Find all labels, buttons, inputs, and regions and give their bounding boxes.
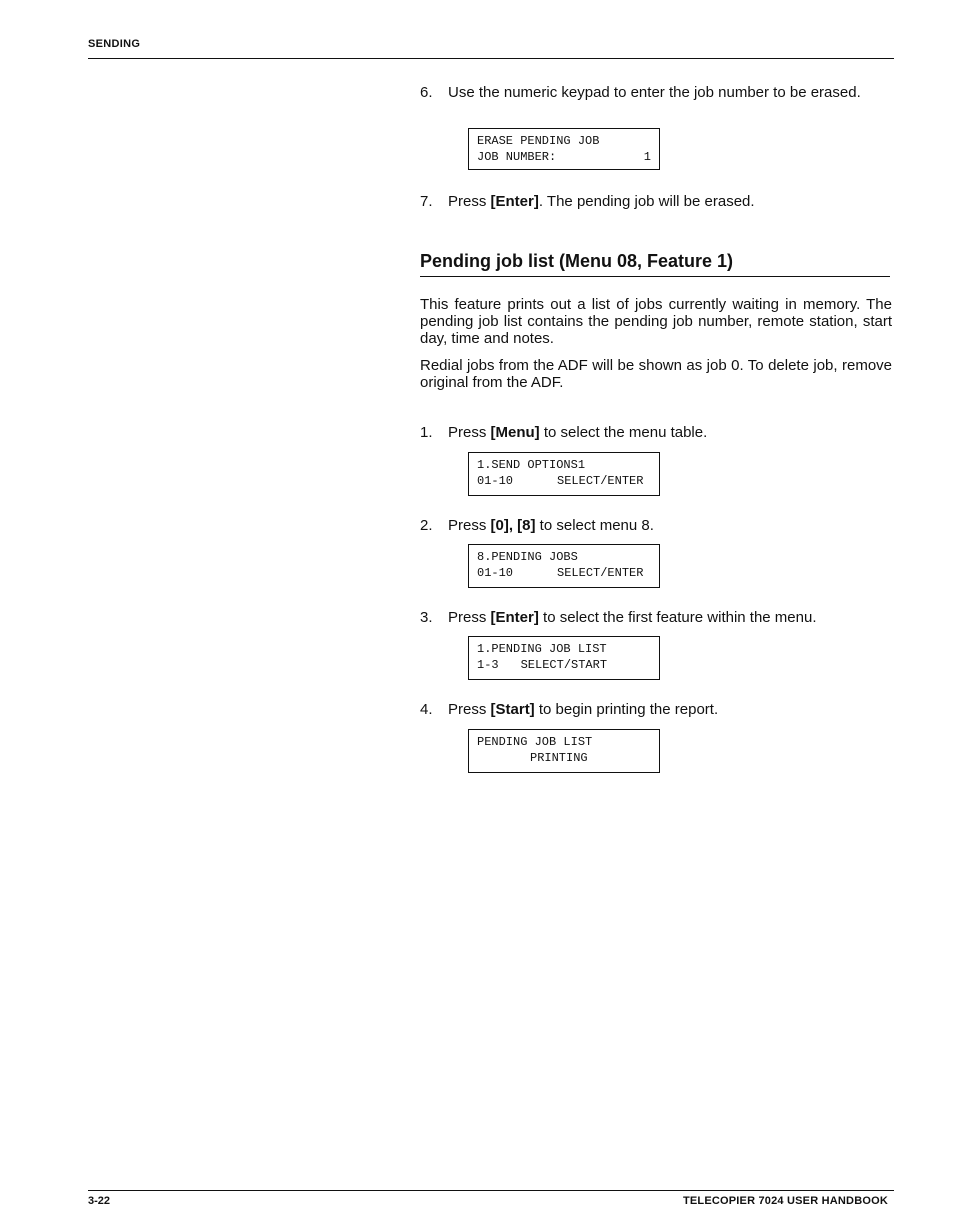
lcd-text: PRINTING: [530, 751, 588, 765]
description-paragraph: This feature prints out a list of jobs currently waiting in memory. The pending job list contains the pending job number, remote station, start day, time and notes.: [420, 296, 892, 347]
lcd-text: 1: [643, 150, 651, 164]
step-text: Use the numeric keypad to enter the job number to be erased.: [448, 84, 861, 101]
lcd-line-1: [477, 133, 651, 149]
header-divider: [88, 58, 894, 59]
key-label: [Start]: [490, 701, 535, 718]
lcd-display-send-options: [468, 452, 660, 496]
lcd-line-2: [477, 565, 651, 581]
step-number: 3.: [420, 609, 433, 626]
step-text-part: . The pending job will be erased.: [538, 193, 755, 210]
lcd-line-1: [477, 641, 651, 657]
page-number: 3-22: [88, 1195, 111, 1207]
lcd-text: ERASE PENDING JOB: [477, 134, 600, 148]
lcd-text: SELECT/ENTER: [557, 474, 644, 488]
lcd-display-pending-jobs: [468, 544, 660, 588]
lcd-text: 1-3: [477, 658, 499, 672]
step-text-part: Press: [448, 193, 491, 210]
step-number: 1.: [420, 424, 433, 441]
lcd-text: 01-10: [477, 474, 514, 488]
lcd-display-pending-job-list: [468, 636, 660, 680]
lcd-text: 1.SEND OPTIONS1: [477, 458, 586, 472]
step-number: 4.: [420, 701, 433, 718]
step-text: [448, 193, 894, 210]
redial-note-paragraph: Redial jobs from the ADF will be shown as job 0. To delete job, remove original from the ADF.: [420, 357, 892, 391]
step-text-part: Press: [448, 517, 491, 534]
lcd-text: 01-10: [477, 566, 514, 580]
key-label: [0], [8]: [490, 517, 536, 534]
step-text: [448, 424, 894, 441]
lcd-line-1: [477, 549, 651, 565]
section-divider: [420, 276, 890, 277]
key-label: [Menu]: [490, 424, 540, 441]
step-number: 7.: [420, 193, 433, 210]
lcd-text: JOB NUMBER:: [477, 150, 557, 164]
lcd-line-2: [477, 473, 651, 489]
step-text-part: Press: [448, 609, 491, 626]
step-text: [448, 609, 894, 626]
step-text-part: to select menu 8.: [535, 517, 654, 534]
section-title: Pending job list (Menu 08, Feature 1): [420, 251, 734, 271]
lcd-line-2: [477, 750, 651, 766]
lcd-display-erase-job: [468, 128, 660, 170]
lcd-line-1: [477, 457, 651, 473]
step-number: 2.: [420, 517, 433, 534]
step-text-part: Press: [448, 424, 491, 441]
lcd-line-2: [477, 657, 651, 673]
step-number: 6.: [420, 84, 433, 101]
key-label: [Enter]: [490, 193, 539, 210]
step-text: [448, 517, 894, 534]
step-text: [448, 701, 894, 718]
lcd-text: SELECT/START: [520, 658, 608, 672]
section-label: SENDING: [88, 38, 141, 50]
lcd-text: 8.PENDING JOBS: [477, 550, 578, 564]
step-text-part: to begin printing the report.: [534, 701, 719, 718]
footer-divider: [88, 1190, 894, 1191]
lcd-text: 1.PENDING JOB LIST: [477, 642, 607, 656]
lcd-line-2: [477, 149, 651, 165]
step-text-part: Press: [448, 701, 491, 718]
lcd-line-1: [477, 734, 651, 750]
handbook-title: TELECOPIER 7024 USER HANDBOOK: [682, 1195, 888, 1207]
lcd-display-printing: [468, 729, 660, 773]
key-label: [Enter]: [490, 609, 539, 626]
lcd-text: PENDING JOB LIST: [477, 735, 593, 749]
step-text-part: to select the first feature within the menu.: [538, 609, 817, 626]
lcd-text: SELECT/ENTER: [557, 566, 644, 580]
step-text-part: to select the menu table.: [539, 424, 708, 441]
